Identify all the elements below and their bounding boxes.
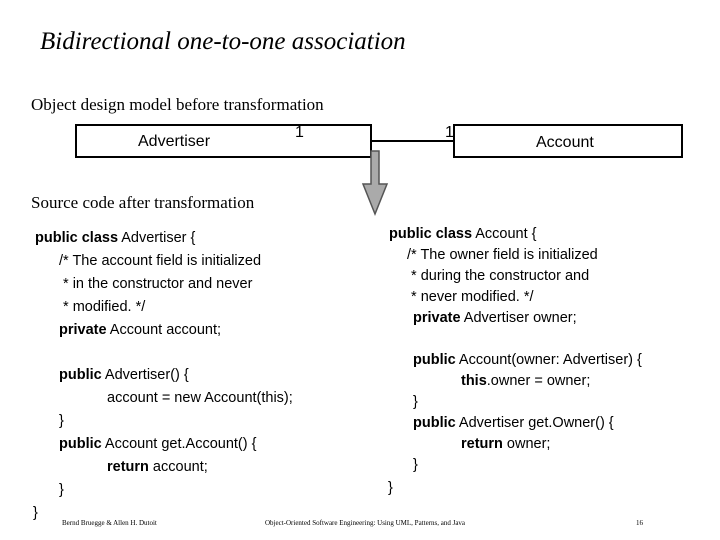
- code-line: /* The owner field is initialized: [407, 247, 598, 263]
- slide-title: Bidirectional one-to-one association: [40, 28, 406, 55]
- code-line: }: [59, 413, 64, 429]
- code-line: this.owner = owner;: [461, 373, 591, 389]
- code-line: /* The account field is initialized: [59, 253, 262, 269]
- left-multiplicity: 1: [295, 124, 304, 141]
- code-line: * never modified. */: [407, 289, 534, 305]
- code-line: private Account account;: [59, 322, 222, 338]
- code-line: account = new Account(this);: [107, 390, 293, 406]
- advertiser-class-close: }: [33, 505, 38, 521]
- advertiser-methods-code: [35, 364, 293, 502]
- code-line: return owner;: [461, 436, 551, 452]
- code-line: }: [413, 394, 418, 410]
- footer-authors: Bernd Bruegge & Allen H. Dutoit: [62, 519, 157, 527]
- code-line: public Advertiser() {: [59, 367, 189, 383]
- advertiser-class-label: Advertiser: [138, 133, 211, 150]
- code-line: * in the constructor and never: [59, 276, 253, 292]
- account-methods-code: [389, 350, 642, 476]
- account-source-code: [389, 224, 598, 329]
- code-line: public Account(owner: Advertiser) {: [413, 352, 642, 368]
- model-heading: Object design model before transformation: [31, 95, 324, 114]
- advertiser-source-code: [35, 227, 261, 342]
- code-line: public Advertiser get.Owner() {: [413, 415, 614, 431]
- transformation-arrow-icon: [360, 148, 390, 218]
- code-line: * during the constructor and: [407, 268, 590, 284]
- code-line: * modified. */: [59, 299, 146, 315]
- code-line: return account;: [107, 459, 208, 475]
- code-line: public class Advertiser {: [35, 230, 196, 246]
- footer-book-title: Object-Oriented Software Engineering: Using UML, Patterns, and Java: [265, 519, 466, 527]
- code-line: }: [413, 457, 418, 473]
- account-class-close: }: [388, 480, 393, 496]
- code-line: private Advertiser owner;: [413, 310, 577, 326]
- footer-page-number: 16: [636, 519, 643, 527]
- right-multiplicity: 1: [445, 124, 454, 141]
- account-class-label: Account: [536, 134, 594, 151]
- source-heading: Source code after transformation: [31, 193, 255, 212]
- code-line: }: [59, 482, 64, 498]
- code-line: public Account get.Account() {: [59, 436, 257, 452]
- association-line: [372, 140, 453, 142]
- advertiser-class-box: [75, 124, 372, 158]
- code-line: public class Account {: [389, 226, 537, 242]
